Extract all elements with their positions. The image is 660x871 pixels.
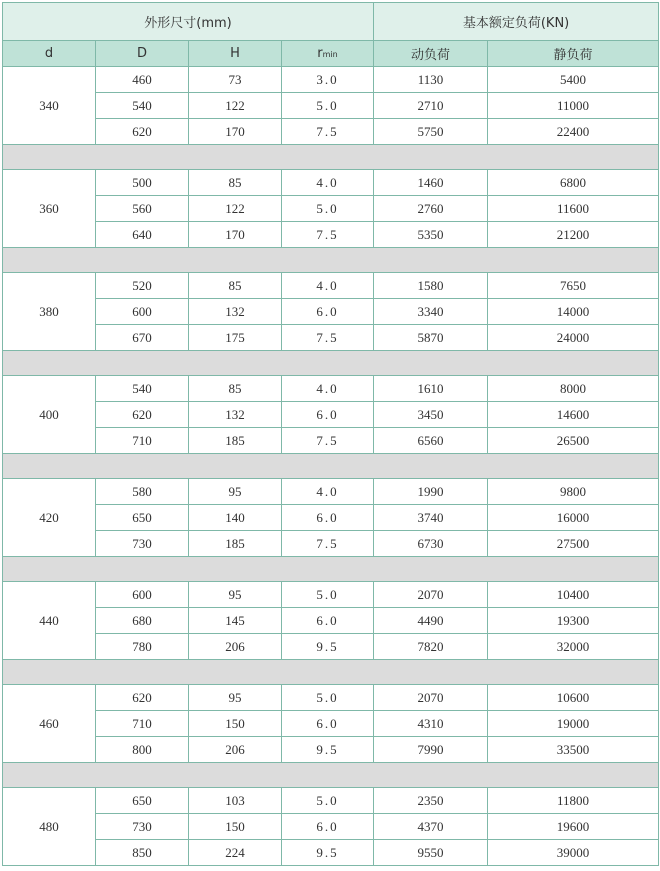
dynamic-load-cell: 1990 (374, 479, 488, 505)
dynamic-load-cell: 3740 (374, 505, 488, 531)
table-row (3, 428, 659, 454)
outer-D-cell: 540 (96, 93, 189, 119)
col-D-header: D (96, 41, 189, 67)
dynamic-load-cell: 1610 (374, 376, 488, 402)
r-min-cell: 9.5 (282, 737, 374, 763)
outer-D-cell: 600 (96, 299, 189, 325)
static-load-cell: 26500 (488, 428, 659, 454)
height-H-cell: 224 (189, 840, 282, 866)
col-r-label: r (317, 46, 323, 61)
table-row (3, 376, 659, 402)
bearing-spec-table (2, 2, 659, 866)
dynamic-load-cell: 2070 (374, 685, 488, 711)
table-row (3, 737, 659, 763)
static-load-cell: 11600 (488, 196, 659, 222)
group-separator-row (3, 763, 659, 788)
table-row (3, 840, 659, 866)
r-min-cell: 4.0 (282, 170, 374, 196)
height-H-cell: 175 (189, 325, 282, 351)
group-separator-row (3, 351, 659, 376)
dynamic-load-cell: 6560 (374, 428, 488, 454)
group-separator-row (3, 248, 659, 273)
static-load-cell: 19600 (488, 814, 659, 840)
dynamic-load-cell: 7820 (374, 634, 488, 660)
outer-D-cell: 670 (96, 325, 189, 351)
group-separator-row (3, 454, 659, 479)
static-load-cell: 11800 (488, 788, 659, 814)
table-row (3, 479, 659, 505)
static-load-cell: 14000 (488, 299, 659, 325)
outer-D-cell: 710 (96, 711, 189, 737)
static-load-cell: 21200 (488, 222, 659, 248)
height-H-cell: 150 (189, 814, 282, 840)
dynamic-load-cell: 1580 (374, 273, 488, 299)
static-load-cell: 6800 (488, 170, 659, 196)
dynamic-load-cell: 5350 (374, 222, 488, 248)
r-min-cell: 6.0 (282, 814, 374, 840)
col-H-header: H (189, 41, 282, 67)
height-H-cell: 85 (189, 273, 282, 299)
height-H-cell: 103 (189, 788, 282, 814)
outer-D-cell: 540 (96, 376, 189, 402)
group-separator-row (3, 145, 659, 170)
static-load-cell: 8000 (488, 376, 659, 402)
col-static-load-header: 静负荷 (488, 41, 659, 67)
separator-cell (3, 351, 659, 376)
table-row (3, 711, 659, 737)
dynamic-load-cell: 2350 (374, 788, 488, 814)
static-load-cell: 10400 (488, 582, 659, 608)
dynamic-load-cell: 9550 (374, 840, 488, 866)
table-row (3, 685, 659, 711)
static-load-cell: 39000 (488, 840, 659, 866)
bore-d-cell: 340 (3, 67, 96, 145)
dynamic-load-cell: 5750 (374, 119, 488, 145)
outer-dimensions-header: 外形尺寸(mm) (3, 3, 374, 41)
static-load-cell: 10600 (488, 685, 659, 711)
static-load-cell: 7650 (488, 273, 659, 299)
bore-d-cell: 440 (3, 582, 96, 660)
r-min-cell: 6.0 (282, 608, 374, 634)
table-row (3, 93, 659, 119)
outer-D-cell: 600 (96, 582, 189, 608)
dynamic-load-cell: 6730 (374, 531, 488, 557)
static-load-cell: 22400 (488, 119, 659, 145)
height-H-cell: 170 (189, 119, 282, 145)
table-row (3, 170, 659, 196)
height-H-cell: 185 (189, 531, 282, 557)
r-min-cell: 7.5 (282, 119, 374, 145)
static-load-cell: 16000 (488, 505, 659, 531)
height-H-cell: 206 (189, 737, 282, 763)
static-load-cell: 24000 (488, 325, 659, 351)
separator-cell (3, 763, 659, 788)
col-r-subscript: min (322, 50, 338, 59)
separator-cell (3, 145, 659, 170)
static-load-cell: 27500 (488, 531, 659, 557)
header-row-1 (3, 3, 659, 41)
r-min-cell: 4.0 (282, 273, 374, 299)
bore-d-cell: 380 (3, 273, 96, 351)
outer-D-cell: 460 (96, 67, 189, 93)
table-row (3, 402, 659, 428)
outer-D-cell: 710 (96, 428, 189, 454)
separator-cell (3, 454, 659, 479)
r-min-cell: 5.0 (282, 685, 374, 711)
outer-D-cell: 620 (96, 119, 189, 145)
dynamic-load-cell: 1460 (374, 170, 488, 196)
outer-D-cell: 620 (96, 685, 189, 711)
outer-D-cell: 650 (96, 505, 189, 531)
height-H-cell: 95 (189, 479, 282, 505)
load-rating-header: 基本额定负荷(KN) (374, 3, 659, 41)
bore-d-cell: 420 (3, 479, 96, 557)
outer-D-cell: 580 (96, 479, 189, 505)
r-min-cell: 9.5 (282, 840, 374, 866)
r-min-cell: 5.0 (282, 196, 374, 222)
bore-d-cell: 360 (3, 170, 96, 248)
col-dynamic-load-header: 动负荷 (374, 41, 488, 67)
dynamic-load-cell: 4370 (374, 814, 488, 840)
table-row (3, 299, 659, 325)
height-H-cell: 185 (189, 428, 282, 454)
height-H-cell: 73 (189, 67, 282, 93)
static-load-cell: 14600 (488, 402, 659, 428)
dynamic-load-cell: 4310 (374, 711, 488, 737)
outer-D-cell: 620 (96, 402, 189, 428)
r-min-cell: 6.0 (282, 711, 374, 737)
outer-D-cell: 520 (96, 273, 189, 299)
height-H-cell: 170 (189, 222, 282, 248)
table-row (3, 505, 659, 531)
static-load-cell: 33500 (488, 737, 659, 763)
dynamic-load-cell: 4490 (374, 608, 488, 634)
r-min-cell: 5.0 (282, 93, 374, 119)
table-row (3, 119, 659, 145)
height-H-cell: 132 (189, 402, 282, 428)
dynamic-load-cell: 3340 (374, 299, 488, 325)
table-row (3, 582, 659, 608)
dynamic-load-cell: 7990 (374, 737, 488, 763)
height-H-cell: 206 (189, 634, 282, 660)
table-row (3, 325, 659, 351)
bore-d-cell: 460 (3, 685, 96, 763)
r-min-cell: 4.0 (282, 479, 374, 505)
group-separator-row (3, 660, 659, 685)
table-row (3, 196, 659, 222)
r-min-cell: 3.0 (282, 67, 374, 93)
dynamic-load-cell: 2070 (374, 582, 488, 608)
r-min-cell: 5.0 (282, 582, 374, 608)
height-H-cell: 85 (189, 376, 282, 402)
outer-D-cell: 680 (96, 608, 189, 634)
outer-D-cell: 800 (96, 737, 189, 763)
outer-D-cell: 850 (96, 840, 189, 866)
outer-D-cell: 560 (96, 196, 189, 222)
table-body (3, 67, 659, 866)
header-row-2 (3, 41, 659, 67)
dynamic-load-cell: 2760 (374, 196, 488, 222)
static-load-cell: 19000 (488, 711, 659, 737)
outer-D-cell: 730 (96, 531, 189, 557)
static-load-cell: 9800 (488, 479, 659, 505)
r-min-cell: 6.0 (282, 505, 374, 531)
r-min-cell: 9.5 (282, 634, 374, 660)
table-row (3, 531, 659, 557)
r-min-cell: 7.5 (282, 531, 374, 557)
r-min-cell: 6.0 (282, 299, 374, 325)
r-min-cell: 6.0 (282, 402, 374, 428)
separator-cell (3, 660, 659, 685)
height-H-cell: 132 (189, 299, 282, 325)
separator-cell (3, 557, 659, 582)
static-load-cell: 11000 (488, 93, 659, 119)
table-row (3, 814, 659, 840)
table-row (3, 634, 659, 660)
col-d-header: d (3, 41, 96, 67)
r-min-cell: 7.5 (282, 325, 374, 351)
dynamic-load-cell: 1130 (374, 67, 488, 93)
table-row (3, 67, 659, 93)
outer-D-cell: 730 (96, 814, 189, 840)
bore-d-cell: 400 (3, 376, 96, 454)
height-H-cell: 95 (189, 582, 282, 608)
bore-d-cell: 480 (3, 788, 96, 866)
height-H-cell: 122 (189, 93, 282, 119)
r-min-cell: 7.5 (282, 428, 374, 454)
col-r-min-header (282, 41, 374, 67)
height-H-cell: 122 (189, 196, 282, 222)
table-row (3, 273, 659, 299)
outer-D-cell: 500 (96, 170, 189, 196)
static-load-cell: 19300 (488, 608, 659, 634)
outer-D-cell: 780 (96, 634, 189, 660)
group-separator-row (3, 557, 659, 582)
dynamic-load-cell: 2710 (374, 93, 488, 119)
r-min-cell: 4.0 (282, 376, 374, 402)
height-H-cell: 95 (189, 685, 282, 711)
static-load-cell: 32000 (488, 634, 659, 660)
dynamic-load-cell: 5870 (374, 325, 488, 351)
separator-cell (3, 248, 659, 273)
outer-D-cell: 640 (96, 222, 189, 248)
height-H-cell: 85 (189, 170, 282, 196)
static-load-cell: 5400 (488, 67, 659, 93)
table-row (3, 608, 659, 634)
outer-D-cell: 650 (96, 788, 189, 814)
height-H-cell: 140 (189, 505, 282, 531)
height-H-cell: 150 (189, 711, 282, 737)
r-min-cell: 5.0 (282, 788, 374, 814)
height-H-cell: 145 (189, 608, 282, 634)
dynamic-load-cell: 3450 (374, 402, 488, 428)
table-row (3, 788, 659, 814)
r-min-cell: 7.5 (282, 222, 374, 248)
table-row (3, 222, 659, 248)
